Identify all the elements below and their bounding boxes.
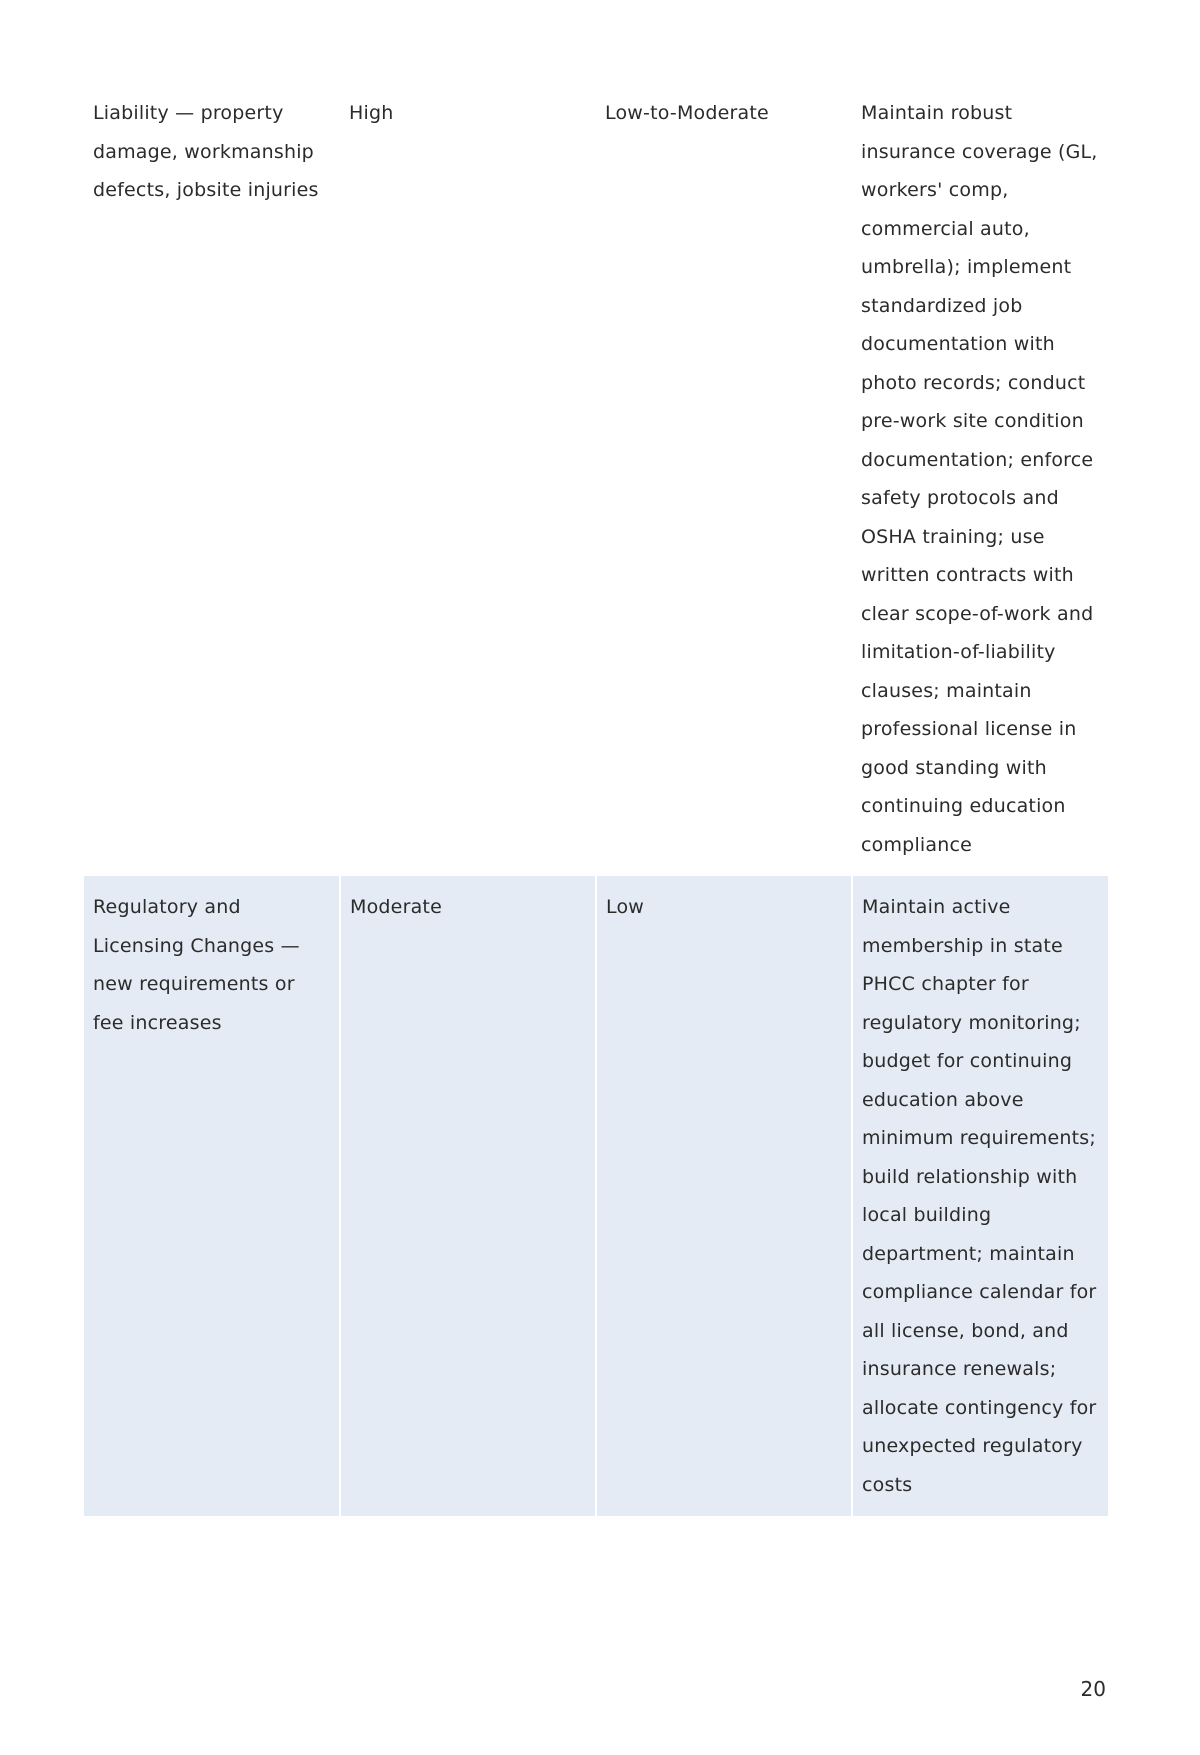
table-row [84,876,1108,1516]
risk-cell: Liability — property damage, workmanship defects, jobsite injuries [93,102,319,201]
impact-cell: High [349,102,394,124]
table-row [84,82,1108,876]
risk-table [84,82,1108,1516]
likelihood-cell: Low-to-Moderate [605,102,769,124]
likelihood-cell: Low [596,876,852,1516]
mitigation-cell: Maintain robust insurance coverage (GL, workers' comp, commercial auto, umbrella); implement standardized job documentation with photo records; conduct pre-work site condition documentation; enforce safety protocols and OSHA training; use written contracts with clear scope-of-work and limitation-of-liability clauses; maintain professional license in good standing with continuing education compliance [861,102,1098,856]
page-number: 20 [1080,1677,1106,1701]
mitigation-cell: Maintain active membership in state PHCC chapter for regulatory monitoring; budget for continuing education above minimum requirements; build relationship with local building department; maintain compliance calendar for all license, bond, and insurance renewals; allocate contingency for unexpected regulatory costs [852,876,1108,1516]
impact-cell: Moderate [340,876,596,1516]
risk-cell: Regulatory and Licensing Changes — new requirements or fee increases [84,876,340,1516]
